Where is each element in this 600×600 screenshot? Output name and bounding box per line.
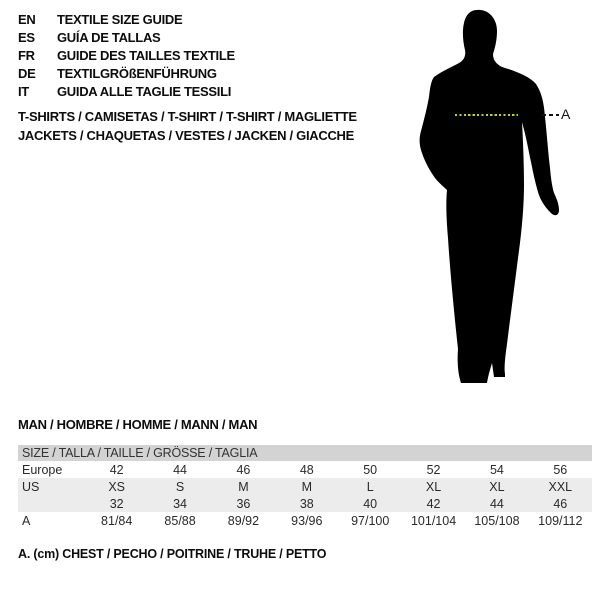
language-label: GUIDE DES TAILLES TEXTILE [57, 47, 235, 63]
size-cell: 97/100 [351, 513, 390, 528]
size-table-header: SIZE / TALLA / TAILLE / GRÖSSE / TAGLIA [18, 445, 592, 461]
size-cell: 40 [363, 496, 378, 511]
language-code: IT [18, 84, 29, 100]
row-label: Europe [22, 462, 63, 477]
category-line-tshirts: T-SHIRTS / CAMISETAS / T-SHIRT / T-SHIRT / MAGLIETTE [18, 109, 357, 124]
size-cell: 105/108 [474, 513, 520, 528]
language-code: FR [18, 47, 35, 63]
chest-measure-dotted-line [455, 114, 518, 116]
language-label: TEXTILE SIZE GUIDE [57, 11, 183, 27]
language-code: ES [18, 29, 35, 45]
garment-categories [18, 107, 357, 145]
size-cell: 44 [489, 496, 504, 511]
language-row-fr [18, 46, 235, 64]
category-line-jackets: JACKETS / CHAQUETAS / VESTES / JACKEN / GIACCHE [18, 128, 354, 143]
size-cell: 56 [553, 462, 568, 477]
measure-footnote: A. (cm) CHEST / PECHO / POITRINE / TRUHE / PETTO [18, 547, 327, 561]
size-cell: L [366, 479, 374, 494]
language-row-de [18, 65, 235, 83]
size-cell: 48 [299, 462, 314, 477]
language-row-es [18, 28, 235, 46]
size-cell: 85/88 [164, 513, 196, 528]
measure-label-a: A [561, 106, 571, 122]
man-silhouette-image [415, 5, 570, 387]
table-row-us-numeric [18, 495, 592, 512]
size-cell: M [238, 479, 249, 494]
man-silhouette-shape [420, 10, 559, 383]
size-cell: 42 [109, 462, 124, 477]
size-cell: 81/84 [101, 513, 133, 528]
size-table [18, 445, 592, 529]
language-code: EN [18, 11, 36, 27]
language-list [18, 10, 235, 101]
size-cell: 50 [363, 462, 378, 477]
table-row-us [18, 478, 592, 495]
size-cell: 109/112 [538, 513, 583, 528]
size-cell: XS [108, 479, 126, 494]
size-cell: 101/104 [410, 513, 457, 528]
language-row-it [18, 83, 235, 101]
section-title-man: MAN / HOMBRE / HOMME / MANN / MAN [18, 417, 258, 432]
size-cell: 38 [299, 496, 314, 511]
language-code: DE [18, 66, 36, 82]
table-row-chest-measure [18, 512, 592, 529]
size-cell: 36 [236, 496, 251, 511]
row-label: US [22, 479, 40, 494]
table-row-europe [18, 461, 592, 478]
size-cell: 46 [236, 462, 251, 477]
size-cell: 89/92 [227, 513, 260, 528]
size-cell: 32 [109, 496, 124, 511]
size-cell: S [175, 479, 185, 494]
row-label: A [22, 513, 31, 528]
size-cell: 42 [426, 496, 441, 511]
size-cell: 44 [173, 462, 188, 477]
size-cell: 34 [173, 496, 188, 511]
language-label: TEXTILGRÖßENFÜHRUNG [57, 66, 217, 82]
size-cell: 46 [553, 496, 568, 511]
size-cell: XL [425, 479, 442, 494]
size-cell: 52 [426, 462, 441, 477]
size-cell: M [301, 479, 313, 494]
size-cell: 93/96 [291, 513, 323, 528]
size-cell: 54 [489, 462, 504, 477]
language-label: GUIDA ALLE TAGLIE TESSILI [57, 84, 232, 100]
size-cell: XXL [548, 479, 573, 494]
language-label: GUÍA DE TALLAS [57, 29, 161, 45]
size-cell: XL [489, 479, 505, 494]
language-row-en [18, 10, 235, 28]
measure-leader-dashes [542, 114, 559, 116]
